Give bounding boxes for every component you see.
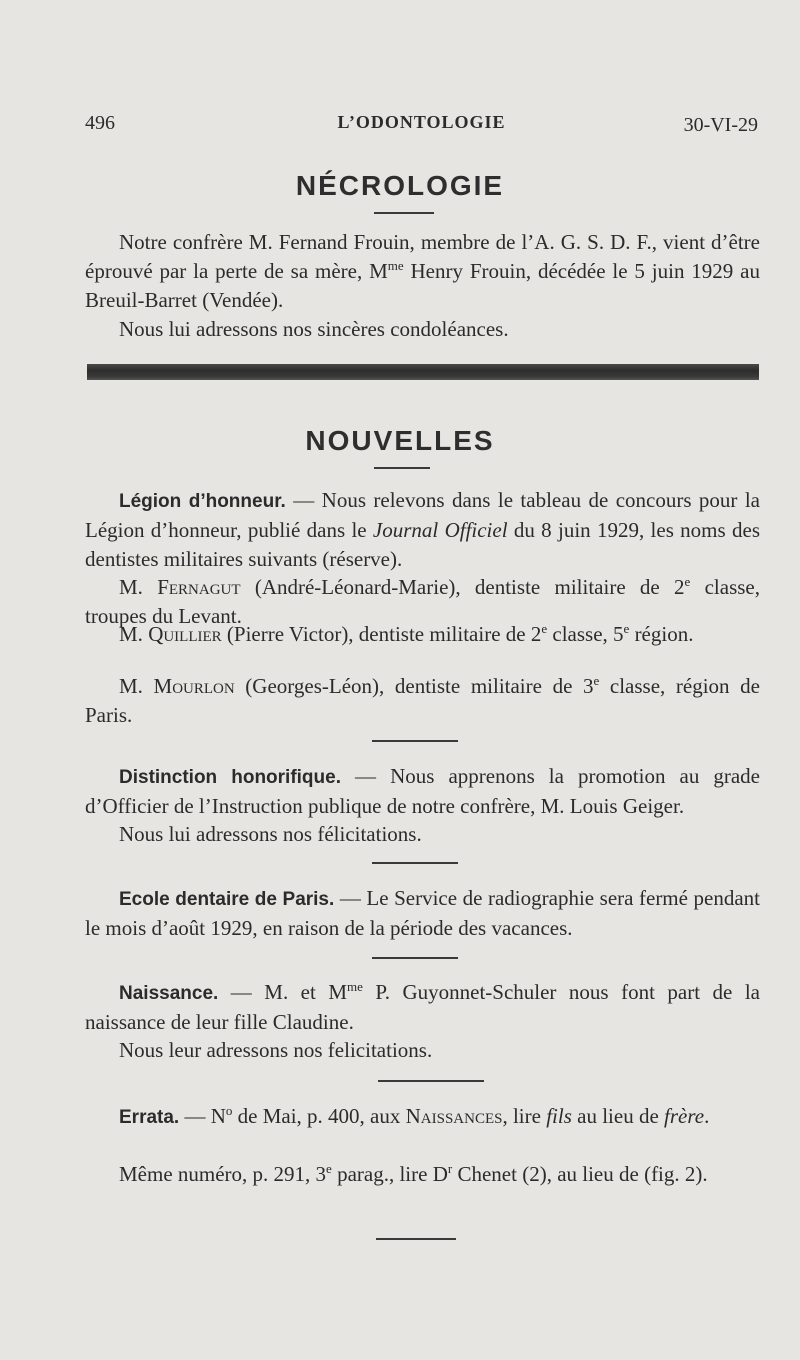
errata-second-entry: Même numéro, p. 291, 3e parag., lire $D^r$ Chenet (2), au lieu de (fig. 2). <box>119 1161 708 1186</box>
legion-entry-mourlon: M. Mourlon (Georges-Léon), dentiste militaire de 3e classe, région de Paris. <box>85 673 760 727</box>
legion-entry-fernagut: M. Fernagut (André-Léonard-Marie), dentiste militaire de 2e classe, troupes du Levant. <box>85 574 760 628</box>
separator-rule <box>378 1080 484 1082</box>
naissance-felicitations: Nous leur adressons nos felicitations. <box>119 1038 433 1062</box>
necrologie-paragraph: Notre confrère M. Fernand Frouin, membre de l’A. G. S. D. F., vient d’être éprouvé par la perte de sa mère, $M^{me}$ Henry Frouin, décédée le 5 juin 1929 au Breuil-Barret (Vendée). <box>85 230 760 312</box>
page-number: 496 <box>85 112 115 134</box>
necrologie-title: NÉCROLOGIE <box>295 170 505 201</box>
title-underline <box>374 467 430 469</box>
journal-title: L’ODONTOLOGIE <box>337 112 506 132</box>
ecole-heading: Ecole dentaire de Paris. <box>119 889 335 910</box>
title-underline <box>374 212 434 214</box>
naissance-paragraph: Naissance. — M. et $M^{me}$ P. Guyonnet-Schuler nous font part de la naissance de leur fille Claudine. <box>85 979 760 1034</box>
naissance-heading: Naissance. <box>119 983 219 1004</box>
issue-date: 30-VI-29 <box>683 114 758 136</box>
errata-heading: Errata. <box>119 1107 180 1128</box>
separator-rule <box>372 740 458 742</box>
separator-rule <box>372 862 458 864</box>
errata-paragraph: Errata. — $N^o$ de Mai, p. 400, aux Naissances, lire fils au lieu de frère. <box>119 1103 710 1128</box>
section-divider-band <box>87 364 759 380</box>
separator-rule <box>372 957 458 959</box>
closing-rule <box>376 1238 456 1240</box>
legion-paragraph: Légion d’honneur. — Nous relevons dans le tableau de concours pour la Légion d’honneur, publié dans le Journal Officiel du 8 juin 1929, les noms des dentistes militaires suivants (réserve). <box>85 488 760 571</box>
legion-heading: Légion d’honneur. <box>119 491 286 512</box>
ecole-paragraph: Ecole dentaire de Paris. — Le Service de radiographie sera fermé pendant le mois d’août 1929, en raison de la période des vacances. <box>85 886 760 940</box>
legion-entry-quillier: M. Quillier (Pierre Victor), dentiste militaire de 2e classe, 5e région. <box>119 621 694 646</box>
distinction-paragraph: Distinction honorifique. — Nous apprenons la promotion au grade d’Officier de l’Instruction publique de notre confrère, M. Louis Geiger. <box>85 764 760 818</box>
necrologie-condolences: Nous lui adressons nos sincères condoléances. <box>119 317 509 341</box>
distinction-heading: Distinction honorifique. <box>119 767 341 788</box>
nouvelles-title: NOUVELLES <box>305 425 495 456</box>
running-header <box>85 112 758 142</box>
distinction-felicitations: Nous lui adressons nos félicitations. <box>119 822 422 846</box>
